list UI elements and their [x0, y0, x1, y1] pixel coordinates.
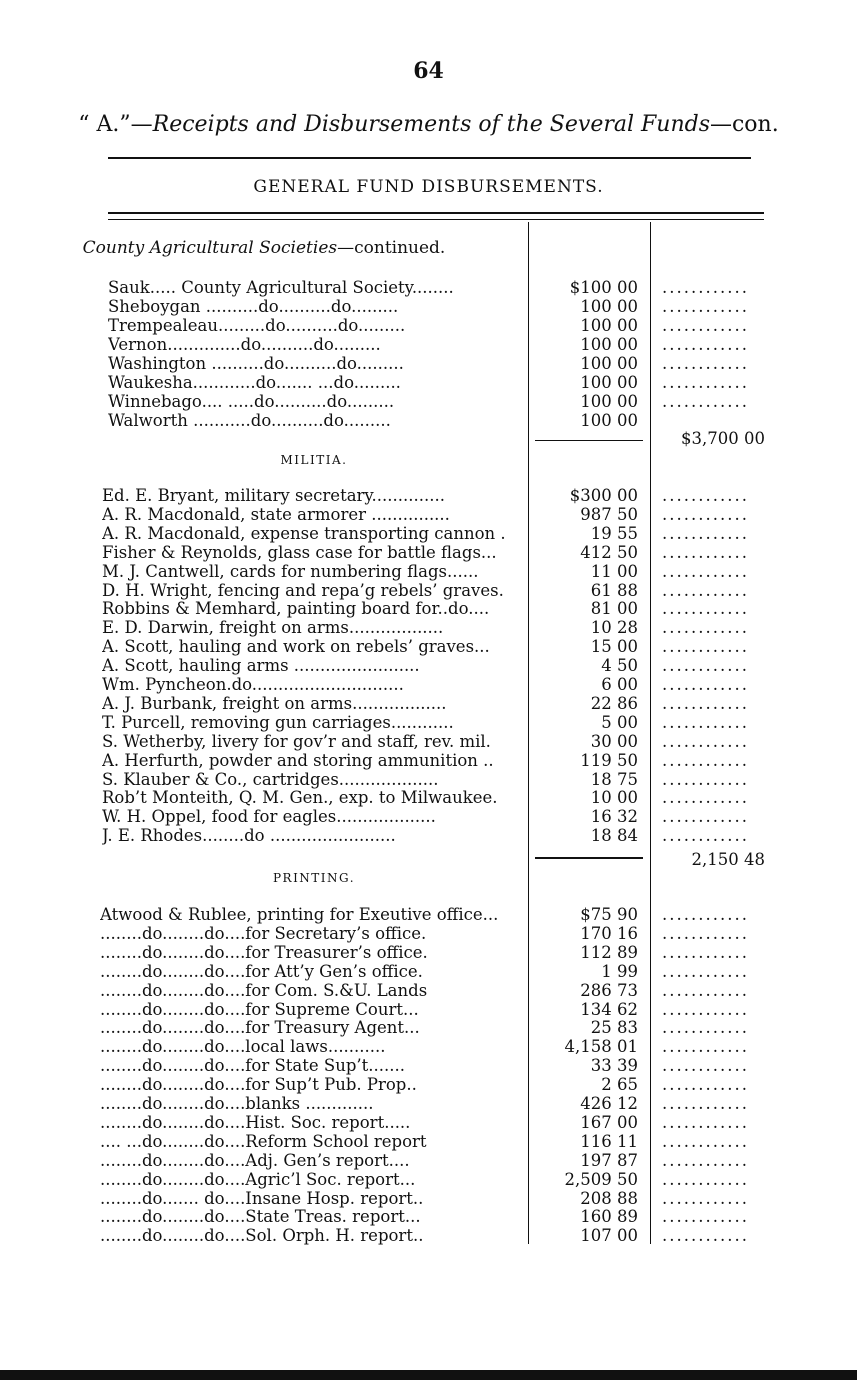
table-row	[108, 373, 857, 392]
row-leader-dots: ............	[662, 1188, 749, 1208]
row-amount: 100 00	[580, 297, 638, 316]
row-amount: 10 28	[590, 618, 638, 638]
row-description: Walworth ...........do..........do.........	[108, 411, 391, 430]
row-amount: 426 12	[580, 1094, 638, 1113]
row-description: S. Wetherby, livery for gov’r and staff, rev. mil.	[102, 731, 491, 751]
row-leader-dots: ............	[662, 788, 749, 808]
row-description: Waukesha............do....... ...do.........	[108, 373, 401, 392]
table-row	[102, 656, 852, 675]
row-leader-dots: ............	[662, 316, 749, 335]
table-row	[100, 1113, 850, 1132]
row-leader-dots: ............	[662, 905, 749, 924]
row-description: A. Scott, hauling and work on rebels’ graves...	[102, 637, 490, 657]
page-number: 64	[413, 58, 444, 84]
table-row	[102, 562, 852, 581]
row-amount: $75 90	[580, 905, 638, 924]
row-description: ........do........do....for Com. S.&U. Lands	[100, 980, 428, 1000]
page-edge-bar	[0, 1370, 857, 1380]
row-description: Washington ..........do..........do.........	[108, 354, 404, 373]
running-title-italic: Receipts and Disbursements of the Several Funds	[152, 112, 710, 137]
row-amount: 18 84	[590, 826, 638, 846]
table-row	[102, 581, 852, 600]
row-description: Atwood & Rublee, printing for Exeutive office...	[100, 905, 499, 924]
table-row	[108, 411, 857, 430]
row-description: D. H. Wright, fencing and repa’g rebels’ graves.	[102, 580, 504, 600]
row-leader-dots: ............	[662, 373, 749, 392]
row-description: Sauk..... County Agricultural Society........	[108, 278, 454, 297]
row-leader-dots: ............	[662, 580, 749, 600]
table-row	[102, 732, 852, 751]
running-title-suffix: —con.	[709, 112, 779, 137]
table-row	[102, 543, 852, 562]
row-leader-dots: ............	[662, 392, 749, 411]
row-amount: 100 00	[580, 354, 638, 373]
row-leader-dots: ............	[662, 486, 749, 505]
row-amount: $100 00	[569, 278, 638, 297]
table-row	[102, 788, 852, 807]
table-row	[108, 335, 857, 354]
table-row	[102, 770, 852, 789]
table-row	[102, 694, 852, 713]
row-leader-dots: ............	[662, 942, 749, 962]
row-description: ........do........do....for Att’y Gen’s office.	[100, 961, 423, 981]
table-row	[108, 392, 857, 411]
printing-heading: PRINTING.	[272, 871, 356, 885]
county-total: $3,700 00	[681, 429, 765, 448]
double-rule	[108, 212, 764, 220]
row-leader-dots: ............	[662, 1226, 749, 1246]
row-leader-dots: ............	[662, 712, 749, 732]
row-description: A. R. Macdonald, state armorer ...............	[102, 504, 450, 524]
table-row	[108, 354, 857, 373]
row-amount: 18 75	[590, 769, 638, 789]
table-row	[100, 962, 850, 981]
row-amount: 19 55	[590, 523, 638, 543]
row-leader-dots: ............	[662, 1131, 749, 1151]
row-description: ........do........do....Agric’l Soc. report...	[100, 1169, 416, 1189]
row-leader-dots: ............	[662, 980, 749, 1000]
row-leader-dots: ............	[662, 1150, 749, 1170]
row-description: S. Klauber & Co., cartridges...................	[102, 769, 439, 789]
row-description: Vernon..............do..........do.........	[108, 335, 381, 354]
row-leader-dots: ............	[662, 599, 749, 619]
row-leader-dots: ............	[662, 1112, 749, 1132]
row-description: ........do........do....blanks .............	[100, 1094, 374, 1113]
row-description: ........do........do....for Sup’t Pub. Prop..	[100, 1075, 417, 1095]
table-row	[102, 618, 852, 637]
row-description: A. Herfurth, powder and storing ammunition ..	[102, 750, 494, 770]
table-row	[100, 1132, 850, 1151]
table-row	[108, 278, 857, 297]
row-description: Wm. Pyncheon.do.............................	[102, 675, 404, 694]
row-leader-dots: ............	[662, 750, 749, 770]
row-leader-dots: ............	[662, 693, 749, 713]
running-title	[0, 112, 857, 137]
section-title: GENERAL FUND DISBURSEMENTS.	[253, 177, 604, 197]
row-leader-dots: ............	[662, 923, 749, 943]
row-description: J. E. Rhodes........do ........................	[102, 826, 396, 846]
table-row	[100, 905, 850, 924]
row-description: Rob’t Monteith, Q. M. Gen., exp. to Milwaukee.	[102, 788, 498, 808]
row-leader-dots: ............	[662, 561, 749, 581]
row-leader-dots: ............	[662, 335, 749, 354]
row-leader-dots: ............	[662, 1056, 749, 1076]
table-row	[100, 1226, 850, 1245]
row-description: ........do........do....Hist. Soc. report.....	[100, 1112, 411, 1132]
table-row	[100, 1189, 850, 1208]
militia-total: 2,150 48	[691, 850, 765, 869]
table-row	[102, 524, 852, 543]
row-amount: 412 50	[580, 542, 638, 562]
row-description: Trempealeau.........do..........do.........	[108, 316, 406, 335]
row-amount: 208 88	[580, 1188, 638, 1208]
row-leader-dots: ............	[662, 1094, 749, 1113]
row-leader-dots: ............	[662, 618, 749, 638]
table-row	[100, 1170, 850, 1189]
county-heading-suffix: —continued.	[337, 238, 446, 258]
row-amount: 286 73	[580, 980, 638, 1000]
county-heading	[0, 238, 528, 258]
row-amount: 5 00	[601, 712, 638, 732]
row-description: ........do........do....State Treas. report...	[100, 1207, 421, 1227]
row-description: M. J. Cantwell, cards for numbering flags......	[102, 561, 479, 581]
county-subtotal-rule	[535, 440, 643, 441]
row-description: Sheboygan ..........do..........do.........	[108, 297, 399, 316]
row-amount: 33 39	[590, 1056, 638, 1076]
row-leader-dots: ............	[662, 278, 749, 297]
row-amount: 116 11	[580, 1131, 638, 1151]
row-leader-dots: ............	[662, 1169, 749, 1189]
row-amount: 160 89	[580, 1207, 638, 1227]
row-description: ........do........do....Sol. Orph. H. report..	[100, 1226, 424, 1246]
row-description: ........do....... do....Insane Hosp. report..	[100, 1188, 424, 1208]
row-amount: 2,509 50	[564, 1169, 638, 1189]
row-leader-dots: ............	[662, 769, 749, 789]
row-description: Fisher & Reynolds, glass case for battle flags...	[102, 542, 497, 562]
table-row	[102, 826, 852, 845]
row-leader-dots: ............	[662, 999, 749, 1019]
row-leader-dots: ............	[662, 523, 749, 543]
row-description: A. R. Macdonald, expense transporting cannon .	[102, 523, 506, 543]
row-description: ........do........do....for Treasury Agent...	[100, 1018, 420, 1038]
row-amount: 4 50	[601, 656, 638, 676]
table-row	[100, 1018, 850, 1037]
row-amount: 100 00	[580, 411, 638, 430]
row-leader-dots: ............	[662, 297, 749, 316]
table-row	[100, 1207, 850, 1226]
table-row	[108, 297, 857, 316]
row-amount: 10 00	[590, 788, 638, 808]
table-row	[100, 943, 850, 962]
row-leader-dots: ............	[662, 675, 749, 694]
table-row	[100, 1037, 850, 1056]
row-amount: 100 00	[580, 392, 638, 411]
row-leader-dots: ............	[662, 656, 749, 676]
row-amount: 2 65	[601, 1075, 638, 1095]
row-description: Winnebago.... .....do..........do.........	[108, 392, 395, 411]
row-amount: 61 88	[590, 580, 638, 600]
row-amount: 22 86	[590, 693, 638, 713]
row-leader-dots: ............	[662, 354, 749, 373]
table-row	[100, 1075, 850, 1094]
row-leader-dots: ............	[662, 731, 749, 751]
table-row	[100, 1056, 850, 1075]
row-leader-dots: ............	[662, 1207, 749, 1227]
row-amount: 81 00	[590, 599, 638, 619]
row-amount: 197 87	[580, 1150, 638, 1170]
row-leader-dots: ............	[662, 961, 749, 981]
row-amount: 112 89	[580, 942, 638, 962]
row-amount: 134 62	[580, 999, 638, 1019]
row-leader-dots: ............	[662, 807, 749, 827]
row-description: Robbins & Memhard, painting board for..do....	[102, 599, 490, 619]
title-rule	[108, 157, 751, 159]
table-row	[100, 1151, 850, 1170]
row-amount: 4,158 01	[564, 1037, 638, 1057]
row-description: W. H. Oppel, food for eagles...................	[102, 807, 436, 827]
table-row	[102, 713, 852, 732]
row-amount: 119 50	[580, 750, 638, 770]
row-leader-dots: ............	[662, 504, 749, 524]
row-description: ........do........do....for Treasurer’s office.	[100, 942, 428, 962]
running-title-prefix: “ A.”—	[78, 112, 153, 137]
row-description: ........do........do....for Supreme Court...	[100, 999, 419, 1019]
table-row	[102, 486, 852, 505]
row-amount: 170 16	[580, 923, 638, 943]
row-amount: 11 00	[590, 561, 638, 581]
row-description: ........do........do....Adj. Gen’s report....	[100, 1150, 410, 1170]
table-row	[102, 599, 852, 618]
row-description: ........do........do....for State Sup’t.......	[100, 1056, 405, 1076]
row-amount: 167 00	[580, 1112, 638, 1132]
table-row	[102, 751, 852, 770]
row-leader-dots: ............	[662, 637, 749, 657]
table-row	[102, 675, 852, 694]
row-leader-dots: ............	[662, 1037, 749, 1057]
row-description: Ed. E. Bryant, military secretary..............	[102, 486, 445, 505]
row-amount: 15 00	[590, 637, 638, 657]
row-leader-dots: ............	[662, 1075, 749, 1095]
row-amount: 16 32	[590, 807, 638, 827]
militia-subtotal-rule	[535, 857, 643, 859]
table-row	[108, 316, 857, 335]
table-row	[100, 1094, 850, 1113]
row-amount: 1 99	[601, 961, 638, 981]
county-heading-italic: County Agricultural Societies	[82, 238, 338, 258]
row-description: A. J. Burbank, freight on arms..................	[102, 693, 447, 713]
row-amount: 987 50	[580, 504, 638, 524]
row-leader-dots: ............	[662, 826, 749, 846]
row-amount: 100 00	[580, 335, 638, 354]
table-row	[100, 924, 850, 943]
table-row	[102, 637, 852, 656]
row-description: T. Purcell, removing gun carriages............	[102, 712, 454, 732]
row-amount: 100 00	[580, 373, 638, 392]
row-leader-dots: ............	[662, 542, 749, 562]
table-row	[102, 807, 852, 826]
militia-heading: MILITIA.	[280, 453, 348, 467]
table-row	[102, 505, 852, 524]
row-leader-dots: ............	[662, 1018, 749, 1038]
row-description: .... ...do........do....Reform School report	[100, 1131, 427, 1151]
row-amount: 25 83	[590, 1018, 638, 1038]
table-row	[100, 981, 850, 1000]
row-amount: $300 00	[569, 486, 638, 505]
row-amount: 100 00	[580, 316, 638, 335]
row-amount: 30 00	[590, 731, 638, 751]
row-description: ........do........do....local laws...........	[100, 1037, 386, 1057]
row-amount: 107 00	[580, 1226, 638, 1246]
row-amount: 6 00	[601, 675, 638, 694]
row-description: E. D. Darwin, freight on arms..................	[102, 618, 444, 638]
table-row	[100, 1000, 850, 1019]
row-description: ........do........do....for Secretary’s office.	[100, 923, 427, 943]
row-description: A. Scott, hauling arms ........................	[102, 656, 420, 676]
